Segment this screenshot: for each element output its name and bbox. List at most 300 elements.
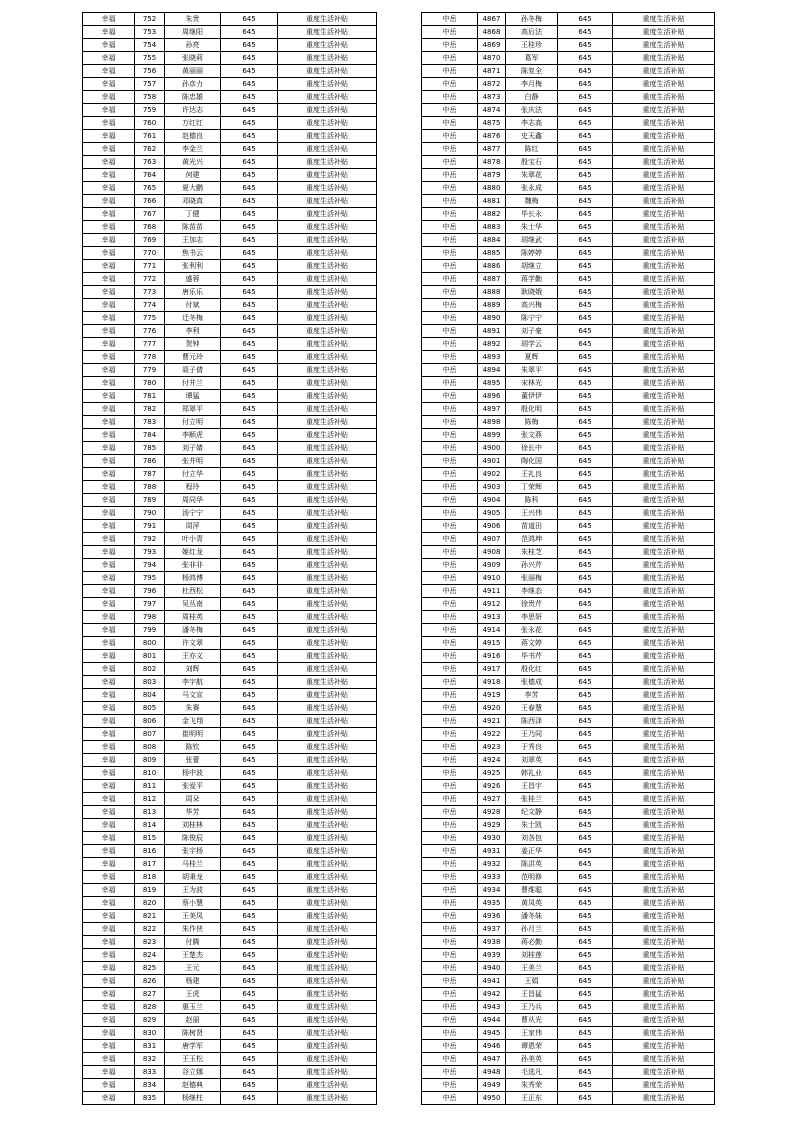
- amount-cell: 645: [558, 312, 613, 325]
- subsidy-type-cell: 重度生活补贴: [278, 182, 377, 195]
- subsidy-type-cell: 重度生活补贴: [278, 663, 377, 676]
- number-cell: 4950: [478, 1092, 506, 1105]
- subsidy-type-cell: 重度生活补贴: [278, 1079, 377, 1092]
- town-cell: 幸福: [83, 52, 135, 65]
- subsidy-type-cell: 重度生活补贴: [278, 1092, 377, 1105]
- number-cell: 763: [135, 156, 165, 169]
- amount-cell: 645: [221, 403, 278, 416]
- amount-cell: 645: [558, 299, 613, 312]
- amount-cell: 645: [221, 442, 278, 455]
- subsidy-type-cell: 重度生活补贴: [613, 975, 715, 988]
- amount-cell: 645: [221, 481, 278, 494]
- town-cell: 中岳: [422, 338, 478, 351]
- table-row: [83, 429, 377, 442]
- number-cell: 769: [135, 234, 165, 247]
- town-cell: 幸福: [83, 286, 135, 299]
- town-cell: 幸福: [83, 884, 135, 897]
- amount-cell: 645: [221, 273, 278, 286]
- name-cell: 李利: [165, 325, 221, 338]
- name-cell: 邓晓真: [165, 195, 221, 208]
- subsidy-type-cell: 重度生活补贴: [613, 208, 715, 221]
- subsidy-type-cell: 重度生活补贴: [613, 650, 715, 663]
- table-row: [83, 624, 377, 637]
- name-cell: 金飞翔: [165, 715, 221, 728]
- subsidy-type-cell: 重度生活补贴: [278, 195, 377, 208]
- town-cell: 中岳: [422, 858, 478, 871]
- amount-cell: 645: [221, 325, 278, 338]
- table-row: [83, 247, 377, 260]
- number-cell: 792: [135, 533, 165, 546]
- subsidy-type-cell: 重度生活补贴: [278, 26, 377, 39]
- amount-cell: 645: [221, 689, 278, 702]
- table-row: [422, 975, 715, 988]
- table-row: [83, 741, 377, 754]
- subsidy-type-cell: 重度生活补贴: [613, 663, 715, 676]
- table-row: [422, 1066, 715, 1079]
- town-cell: 幸福: [83, 845, 135, 858]
- table-row: [422, 949, 715, 962]
- number-cell: 791: [135, 520, 165, 533]
- town-cell: 中岳: [422, 91, 478, 104]
- name-cell: 葛军: [506, 52, 558, 65]
- table-row: [83, 325, 377, 338]
- amount-cell: 645: [558, 1027, 613, 1040]
- name-cell: 孙兴芹: [506, 559, 558, 572]
- amount-cell: 645: [558, 832, 613, 845]
- town-cell: 中岳: [422, 923, 478, 936]
- number-cell: 4944: [478, 1014, 506, 1027]
- number-cell: 4932: [478, 858, 506, 871]
- subsidy-type-cell: 重度生活补贴: [613, 507, 715, 520]
- table-row: [422, 78, 715, 91]
- number-cell: 821: [135, 910, 165, 923]
- town-cell: 幸福: [83, 1040, 135, 1053]
- number-cell: 775: [135, 312, 165, 325]
- number-cell: 4902: [478, 468, 506, 481]
- name-cell: 蔡小慧: [165, 897, 221, 910]
- subsidy-type-cell: 重度生活补贴: [278, 598, 377, 611]
- number-cell: 4882: [478, 208, 506, 221]
- town-cell: 幸福: [83, 247, 135, 260]
- town-cell: 中岳: [422, 507, 478, 520]
- number-cell: 794: [135, 559, 165, 572]
- table-row: [83, 871, 377, 884]
- table-row: [422, 182, 715, 195]
- town-cell: 中岳: [422, 234, 478, 247]
- amount-cell: 645: [558, 143, 613, 156]
- amount-cell: 645: [221, 260, 278, 273]
- town-cell: 幸福: [83, 1092, 135, 1105]
- amount-cell: 645: [221, 637, 278, 650]
- subsidy-type-cell: 重度生活补贴: [613, 1066, 715, 1079]
- amount-cell: 645: [221, 39, 278, 52]
- table-row: [422, 338, 715, 351]
- table-row: [422, 923, 715, 936]
- amount-cell: 645: [221, 728, 278, 741]
- name-cell: 王正东: [506, 1092, 558, 1105]
- name-cell: 赵丽: [165, 1014, 221, 1027]
- number-cell: 4929: [478, 819, 506, 832]
- number-cell: 762: [135, 143, 165, 156]
- subsidy-type-cell: 重度生活补贴: [278, 65, 377, 78]
- name-cell: 丁健: [165, 208, 221, 221]
- town-cell: 幸福: [83, 598, 135, 611]
- town-cell: 幸福: [83, 572, 135, 585]
- subsidy-type-cell: 重度生活补贴: [278, 442, 377, 455]
- name-cell: 孙月兰: [506, 923, 558, 936]
- subsidy-type-cell: 重度生活补贴: [613, 845, 715, 858]
- number-cell: 768: [135, 221, 165, 234]
- number-cell: 820: [135, 897, 165, 910]
- subsidy-type-cell: 重度生活补贴: [613, 884, 715, 897]
- subsidy-type-cell: 重度生活补贴: [278, 39, 377, 52]
- table-row: [422, 481, 715, 494]
- name-cell: 黄丽丽: [165, 65, 221, 78]
- amount-cell: 645: [558, 611, 613, 624]
- town-cell: 中岳: [422, 910, 478, 923]
- amount-cell: 645: [558, 442, 613, 455]
- table-row: [422, 390, 715, 403]
- number-cell: 4934: [478, 884, 506, 897]
- subsidy-type-cell: 重度生活补贴: [278, 988, 377, 1001]
- amount-cell: 645: [221, 572, 278, 585]
- subsidy-type-cell: 重度生活补贴: [613, 1027, 715, 1040]
- number-cell: 810: [135, 767, 165, 780]
- amount-cell: 645: [221, 975, 278, 988]
- table-row: [83, 494, 377, 507]
- name-cell: 迁冬梅: [165, 312, 221, 325]
- town-cell: 中岳: [422, 715, 478, 728]
- amount-cell: 645: [558, 1040, 613, 1053]
- town-cell: 中岳: [422, 949, 478, 962]
- subsidy-type-cell: 重度生活补贴: [278, 858, 377, 871]
- subsidy-type-cell: 重度生活补贴: [278, 52, 377, 65]
- name-cell: 张蕾: [165, 754, 221, 767]
- town-cell: 幸福: [83, 377, 135, 390]
- town-cell: 中岳: [422, 351, 478, 364]
- table-row: [422, 637, 715, 650]
- amount-cell: 645: [558, 741, 613, 754]
- subsidy-type-cell: 重度生活补贴: [278, 494, 377, 507]
- amount-cell: 645: [221, 910, 278, 923]
- subsidy-type-cell: 重度生活补贴: [613, 962, 715, 975]
- number-cell: 4949: [478, 1079, 506, 1092]
- subsidy-type-cell: 重度生活补贴: [613, 117, 715, 130]
- subsidy-type-cell: 重度生活补贴: [613, 130, 715, 143]
- name-cell: 张永成: [506, 182, 558, 195]
- amount-cell: 645: [221, 780, 278, 793]
- subsidy-type-cell: 重度生活补贴: [613, 169, 715, 182]
- table-row: [422, 702, 715, 715]
- amount-cell: 645: [221, 936, 278, 949]
- subsidy-type-cell: 重度生活补贴: [613, 494, 715, 507]
- name-cell: 张非非: [165, 559, 221, 572]
- name-cell: 杨建: [165, 975, 221, 988]
- name-cell: 胡秉龙: [165, 871, 221, 884]
- amount-cell: 645: [221, 819, 278, 832]
- amount-cell: 645: [558, 793, 613, 806]
- subsidy-type-cell: 重度生活补贴: [278, 832, 377, 845]
- amount-cell: 645: [558, 624, 613, 637]
- number-cell: 4940: [478, 962, 506, 975]
- table-row: [422, 143, 715, 156]
- number-cell: 833: [135, 1066, 165, 1079]
- table-row: [83, 1066, 377, 1079]
- town-cell: 幸福: [83, 806, 135, 819]
- subsidy-type-cell: 重度生活补贴: [613, 351, 715, 364]
- table-row: [422, 936, 715, 949]
- town-cell: 幸福: [83, 676, 135, 689]
- name-cell: 吴丛南: [165, 598, 221, 611]
- subsidy-type-cell: 重度生活补贴: [278, 234, 377, 247]
- number-cell: 766: [135, 195, 165, 208]
- table-row: [83, 78, 377, 91]
- table-row: [422, 468, 715, 481]
- amount-cell: 645: [221, 221, 278, 234]
- table-row: [422, 221, 715, 234]
- amount-cell: 645: [221, 598, 278, 611]
- name-cell: 殷宝石: [506, 156, 558, 169]
- number-cell: 787: [135, 468, 165, 481]
- town-cell: 中岳: [422, 195, 478, 208]
- number-cell: 4897: [478, 403, 506, 416]
- amount-cell: 645: [558, 455, 613, 468]
- name-cell: 苗道田: [506, 520, 558, 533]
- name-cell: 许文翠: [165, 637, 221, 650]
- subsidy-type-cell: 重度生活补贴: [278, 546, 377, 559]
- name-cell: 宋林光: [506, 377, 558, 390]
- amount-cell: 645: [221, 169, 278, 182]
- number-cell: 764: [135, 169, 165, 182]
- number-cell: 4914: [478, 624, 506, 637]
- table-row: [422, 130, 715, 143]
- name-cell: 周同华: [165, 494, 221, 507]
- table-row: [83, 260, 377, 273]
- town-cell: 幸福: [83, 611, 135, 624]
- amount-cell: 645: [221, 559, 278, 572]
- subsidy-type-cell: 重度生活补贴: [613, 273, 715, 286]
- name-cell: 朱士华: [506, 221, 558, 234]
- name-cell: 杨中波: [165, 767, 221, 780]
- town-cell: 中岳: [422, 416, 478, 429]
- subsidy-type-cell: 重度生活补贴: [613, 871, 715, 884]
- table-row: [83, 52, 377, 65]
- amount-cell: 645: [558, 897, 613, 910]
- number-cell: 774: [135, 299, 165, 312]
- town-cell: 幸福: [83, 585, 135, 598]
- town-cell: 幸福: [83, 78, 135, 91]
- town-cell: 中岳: [422, 299, 478, 312]
- amount-cell: 645: [221, 585, 278, 598]
- town-cell: 幸福: [83, 520, 135, 533]
- name-cell: 王家伟: [506, 1027, 558, 1040]
- town-cell: 中岳: [422, 143, 478, 156]
- town-cell: 幸福: [83, 975, 135, 988]
- town-cell: 中岳: [422, 104, 478, 117]
- name-cell: 潘冬妹: [506, 910, 558, 923]
- town-cell: 幸福: [83, 104, 135, 117]
- town-cell: 中岳: [422, 1040, 478, 1053]
- subsidy-type-cell: 重度生活补贴: [613, 481, 715, 494]
- name-cell: 李思妍: [506, 611, 558, 624]
- name-cell: 毕书芹: [506, 650, 558, 663]
- amount-cell: 645: [558, 429, 613, 442]
- subsidy-type-cell: 重度生活补贴: [278, 429, 377, 442]
- amount-cell: 645: [221, 754, 278, 767]
- town-cell: 中岳: [422, 572, 478, 585]
- name-cell: 王乃同: [506, 728, 558, 741]
- table-row: [83, 208, 377, 221]
- amount-cell: 645: [221, 1066, 278, 1079]
- town-cell: 中岳: [422, 78, 478, 91]
- number-cell: 4888: [478, 286, 506, 299]
- number-cell: 828: [135, 1001, 165, 1014]
- town-cell: 幸福: [83, 351, 135, 364]
- table-row: [83, 663, 377, 676]
- name-cell: 张井明: [165, 455, 221, 468]
- amount-cell: 645: [221, 468, 278, 481]
- amount-cell: 645: [558, 169, 613, 182]
- subsidy-type-cell: 重度生活补贴: [278, 455, 377, 468]
- table-row: [422, 871, 715, 884]
- town-cell: 幸福: [83, 260, 135, 273]
- subsidy-type-cell: 重度生活补贴: [613, 520, 715, 533]
- subsidy-type-cell: 重度生活补贴: [613, 949, 715, 962]
- name-cell: 孙美英: [506, 1053, 558, 1066]
- number-cell: 807: [135, 728, 165, 741]
- table-row: [83, 507, 377, 520]
- name-cell: 朱赛: [165, 702, 221, 715]
- table-row: [422, 520, 715, 533]
- amount-cell: 645: [558, 65, 613, 78]
- subsidy-type-cell: 重度生活补贴: [278, 637, 377, 650]
- number-cell: 811: [135, 780, 165, 793]
- number-cell: 809: [135, 754, 165, 767]
- subsidy-type-cell: 重度生活补贴: [278, 520, 377, 533]
- amount-cell: 645: [558, 819, 613, 832]
- name-cell: 崔明明: [165, 728, 221, 741]
- amount-cell: 645: [221, 13, 278, 26]
- subsidy-type-cell: 重度生活补贴: [278, 481, 377, 494]
- table-row: [422, 1001, 715, 1014]
- table-row: [422, 741, 715, 754]
- subsidy-type-cell: 重度生活补贴: [613, 39, 715, 52]
- amount-cell: 645: [221, 1027, 278, 1040]
- table-row: [83, 481, 377, 494]
- table-row: [83, 845, 377, 858]
- name-cell: 周桂英: [165, 611, 221, 624]
- number-cell: 4906: [478, 520, 506, 533]
- subsidy-type-cell: 重度生活补贴: [613, 637, 715, 650]
- name-cell: 张丽梅: [506, 572, 558, 585]
- town-cell: 中岳: [422, 468, 478, 481]
- town-cell: 中岳: [422, 780, 478, 793]
- town-cell: 幸福: [83, 299, 135, 312]
- town-cell: 中岳: [422, 546, 478, 559]
- town-cell: 幸福: [83, 1053, 135, 1066]
- name-cell: 叶小青: [165, 533, 221, 546]
- town-cell: 幸福: [83, 143, 135, 156]
- table-row: [422, 884, 715, 897]
- number-cell: 816: [135, 845, 165, 858]
- number-cell: 757: [135, 78, 165, 91]
- amount-cell: 645: [558, 949, 613, 962]
- amount-cell: 645: [558, 117, 613, 130]
- amount-cell: 645: [558, 286, 613, 299]
- number-cell: 822: [135, 923, 165, 936]
- town-cell: 中岳: [422, 676, 478, 689]
- table-row: [422, 754, 715, 767]
- subsidy-type-cell: 重度生活补贴: [613, 585, 715, 598]
- name-cell: 王乃兵: [506, 1001, 558, 1014]
- town-cell: 中岳: [422, 208, 478, 221]
- number-cell: 4904: [478, 494, 506, 507]
- name-cell: 付腾: [165, 936, 221, 949]
- town-cell: 中岳: [422, 156, 478, 169]
- amount-cell: 645: [221, 962, 278, 975]
- name-cell: 付斌: [165, 299, 221, 312]
- amount-cell: 645: [558, 975, 613, 988]
- subsidy-type-cell: 重度生活补贴: [278, 416, 377, 429]
- name-cell: 马桂兰: [165, 858, 221, 871]
- table-row: [83, 676, 377, 689]
- amount-cell: 645: [221, 351, 278, 364]
- name-cell: 王玉松: [165, 1053, 221, 1066]
- amount-cell: 645: [558, 663, 613, 676]
- number-cell: 4920: [478, 702, 506, 715]
- amount-cell: 645: [558, 104, 613, 117]
- subsidy-type-cell: 重度生活补贴: [278, 676, 377, 689]
- amount-cell: 645: [221, 624, 278, 637]
- name-cell: 陈钦: [165, 741, 221, 754]
- town-cell: 中岳: [422, 897, 478, 910]
- town-cell: 中岳: [422, 741, 478, 754]
- number-cell: 4947: [478, 1053, 506, 1066]
- name-cell: 朱贵: [165, 13, 221, 26]
- subsidy-type-cell: 重度生活补贴: [613, 936, 715, 949]
- number-cell: 4922: [478, 728, 506, 741]
- subsidy-type-cell: 重度生活补贴: [278, 468, 377, 481]
- town-cell: 中岳: [422, 286, 478, 299]
- amount-cell: 645: [221, 52, 278, 65]
- subsidy-type-cell: 重度生活补贴: [613, 897, 715, 910]
- table-row: [83, 169, 377, 182]
- number-cell: 782: [135, 403, 165, 416]
- amount-cell: 645: [221, 702, 278, 715]
- town-cell: 中岳: [422, 637, 478, 650]
- number-cell: 4898: [478, 416, 506, 429]
- town-cell: 幸福: [83, 741, 135, 754]
- name-cell: 朱翠花: [506, 169, 558, 182]
- table-row: [83, 533, 377, 546]
- number-cell: 771: [135, 260, 165, 273]
- number-cell: 800: [135, 637, 165, 650]
- roster-table-left: [82, 12, 377, 1105]
- town-cell: 中岳: [422, 962, 478, 975]
- name-cell: 夏大鹏: [165, 182, 221, 195]
- amount-cell: 645: [221, 494, 278, 507]
- number-cell: 4880: [478, 182, 506, 195]
- name-cell: 张爱平: [165, 780, 221, 793]
- number-cell: 815: [135, 832, 165, 845]
- table-row: [422, 793, 715, 806]
- subsidy-type-cell: 重度生活补贴: [613, 910, 715, 923]
- town-cell: 幸福: [83, 91, 135, 104]
- name-cell: 朱秀荣: [506, 1079, 558, 1092]
- subsidy-type-cell: 重度生活补贴: [613, 13, 715, 26]
- number-cell: 780: [135, 377, 165, 390]
- name-cell: 张文燕: [506, 429, 558, 442]
